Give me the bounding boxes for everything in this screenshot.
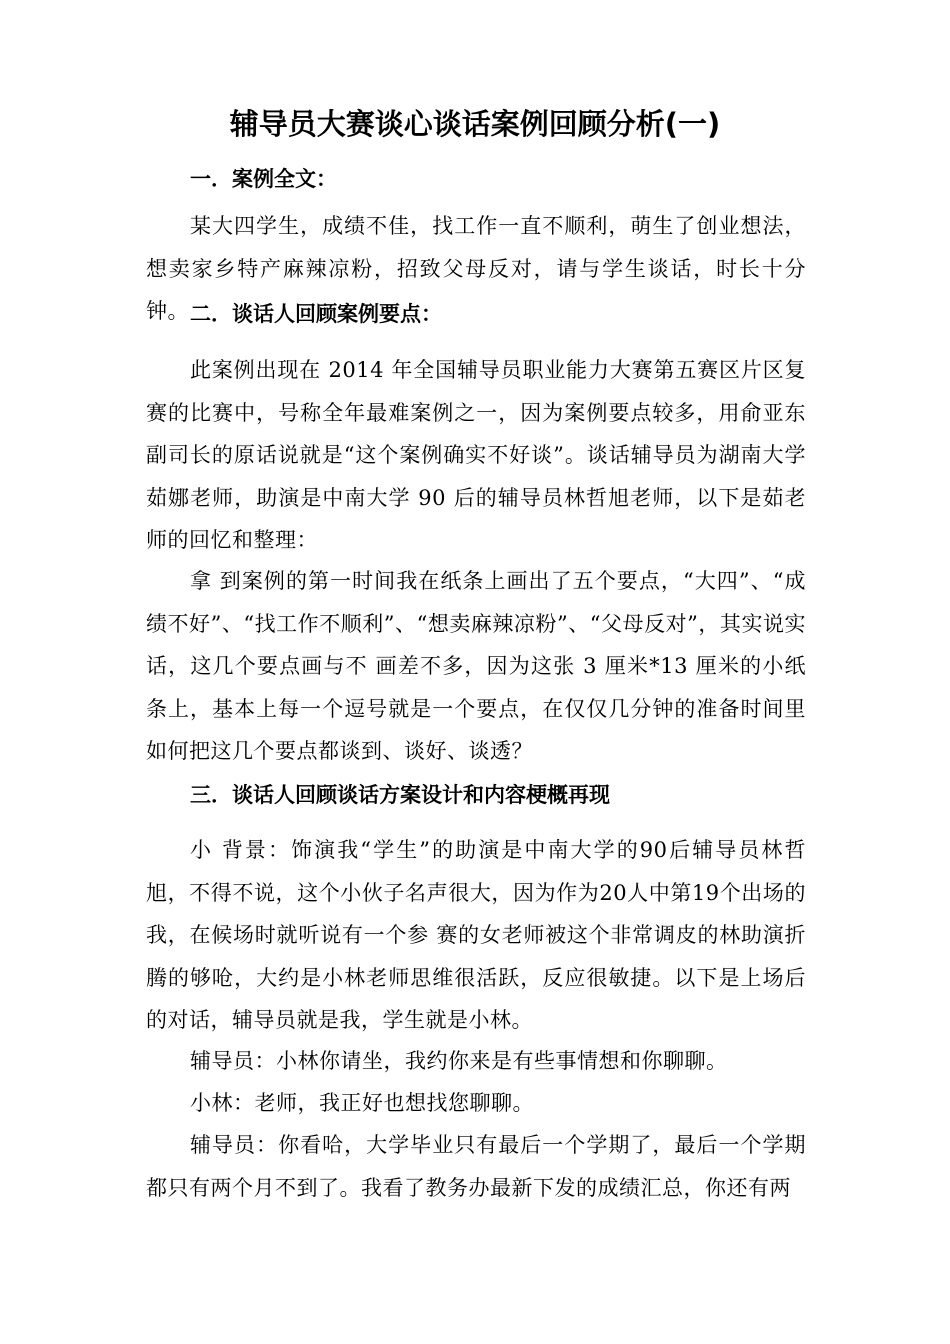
document-title: 辅导员大赛谈心谈话案例回顾分析(一) (229, 107, 721, 141)
section-heading-case-text: 一．案例全文： (190, 167, 337, 191)
dialog-line-student-1: 小林：老师，我正好也想找您聊聊。 (190, 1091, 534, 1115)
case-points-paragraph-2: 拿 到案例的第一时间我在纸条上画出了五个要点，“大四”、“成绩不好”、“找工作不顺利”、“想卖麻辣凉粉”、“父母反对”，其实说实话，这几个要点画与不 画差不多，因为这张 3 厘米*13 厘米的小纸条上，基本上每一个逗号就是一个要点，在仅仅几分钟的准备时间里如何把这几个要点都谈到、谈好、谈透？ (146, 569, 807, 763)
case-text-paragraph: 某大四学生，成绩不佳，找工作一直不顺利，萌生了创业想法，想卖家乡特产麻辣凉粉，招致父母反对，请与学生谈话，时长十分钟。 (146, 214, 806, 323)
section-heading-case-points: 二．谈话人回顾案例要点： (190, 302, 442, 326)
dialog-line-counselor-2: 辅导员：你看哈，大学毕业只有最后一个学期了，最后一个学期都只有两个月不到了。我看了教务办最新下发的成绩汇总，你还有两 (146, 1133, 806, 1200)
case-points-paragraph-1: 此案例出现在 2014 年全国辅导员职业能力大赛第五赛区片区复赛的比赛中，号称全年最难案例之一，因为案例要点较多，用俞亚东副司长的原话说就是“这个案例确实不好谈”。谈话辅导员为湖南大学茹娜老师，助演是中南大学 90 后的辅导员林哲旭老师，以下是茹老师的回忆和整理： (146, 358, 806, 552)
dialog-line-counselor-1: 辅导员：小林你请坐，我约你来是有些事情想和你聊聊。 (190, 1049, 728, 1073)
background-paragraph: 小 背景：饰演我“学生”的助演是中南大学的90后辅导员林哲旭，不得不说，这个小伙子名声很大，因为作为20人中第19个出场的我，在候场时就听说有一个参 赛的女老师被这个非常调皮的林助演折腾的够呛，大约是小林老师思维很活跃，反应很敏捷。以下是上场后的对话，辅导员就是我，学生就是小林。 (146, 838, 806, 1032)
section-heading-dialog-design: 三．谈话人回顾谈话方案设计和内容梗概再现 (190, 783, 610, 807)
